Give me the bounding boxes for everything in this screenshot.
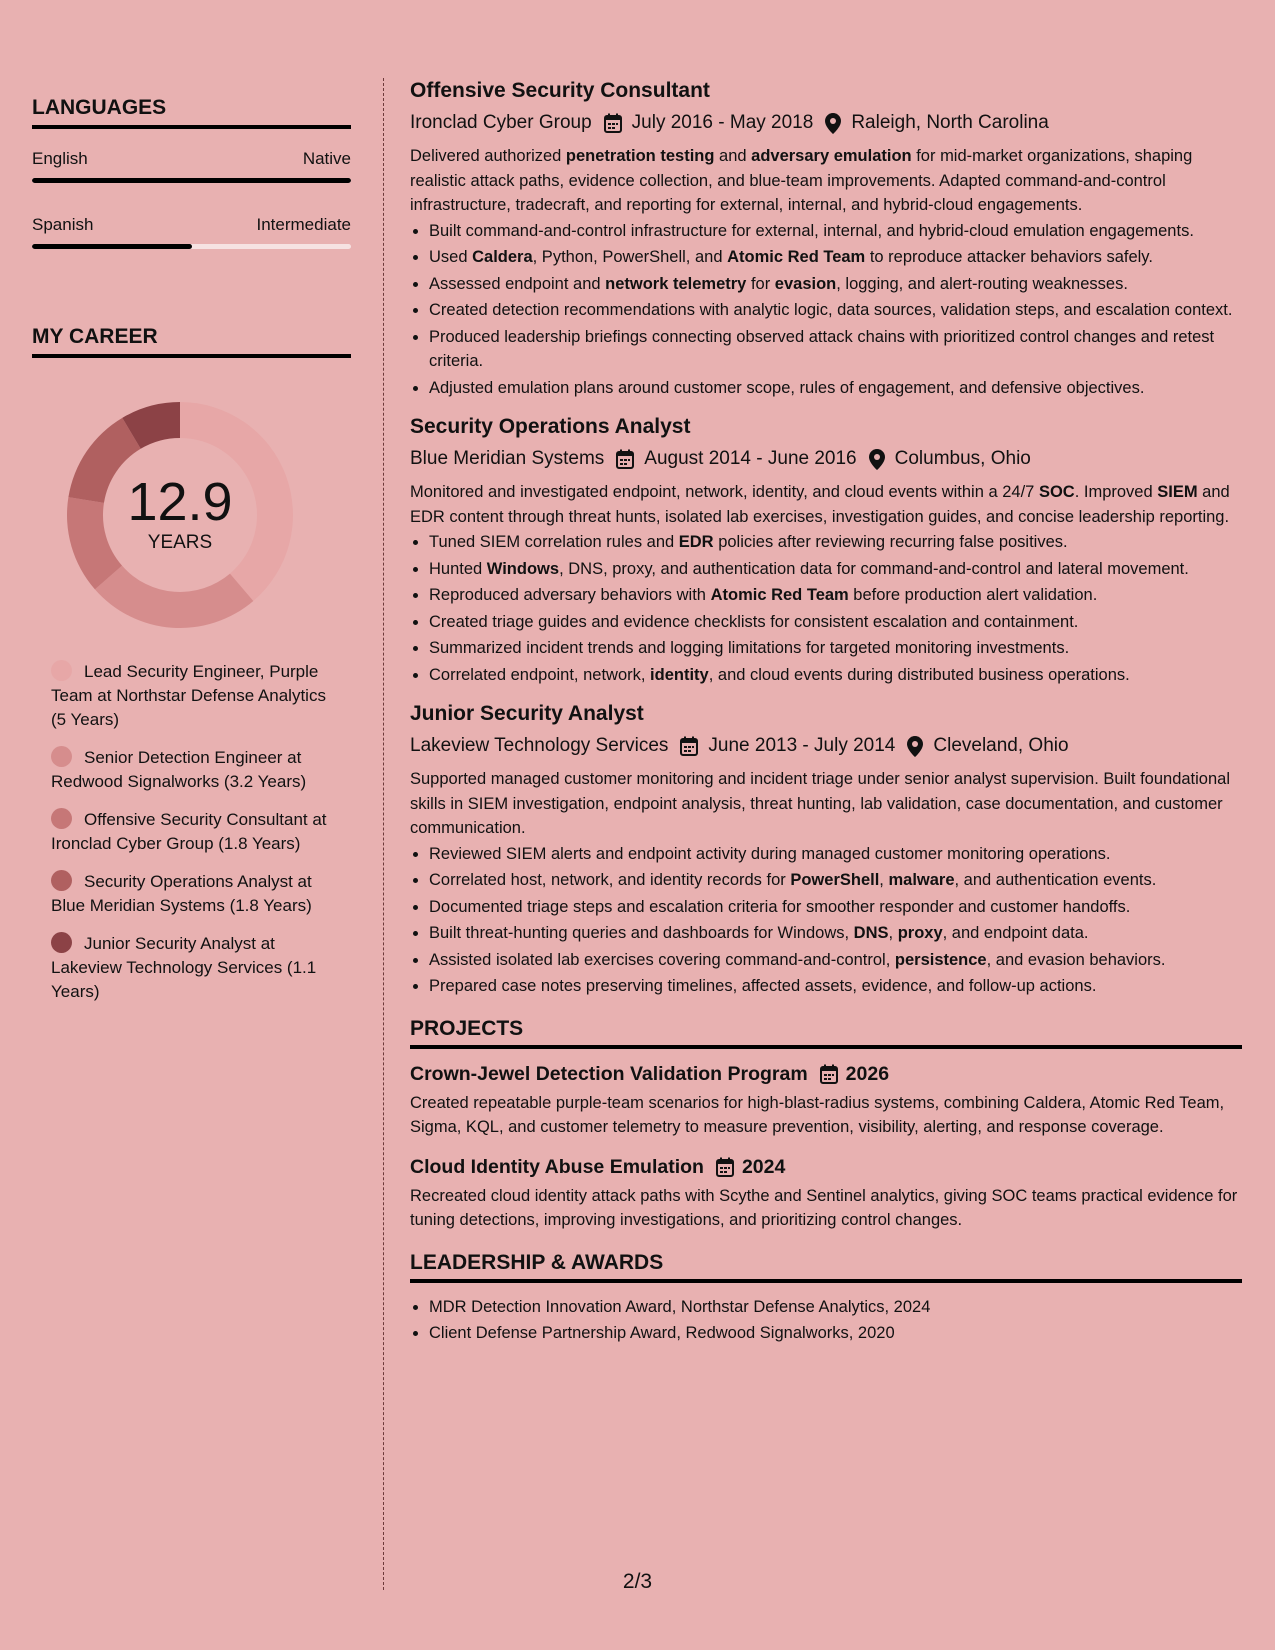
legend-label: Offensive Security Consultant at Ironclad Cyber Group (1.8 Years) <box>51 810 327 853</box>
job-bullets <box>410 842 1242 999</box>
project-year: 2026 <box>845 1062 890 1085</box>
calendar-icon <box>680 736 698 756</box>
sidebar <box>32 96 351 1018</box>
language-proficiency-bar <box>32 178 351 183</box>
job-company: Lakeview Technology Services <box>410 735 669 756</box>
language-item <box>32 215 351 249</box>
column-divider <box>383 78 384 1590</box>
languages-heading: LANGUAGES <box>32 96 351 129</box>
job-bullet: • Documented triage steps and escalation criteria for smoother responder and customer handoffs. <box>429 895 1242 920</box>
job-bullet: • Produced leadership briefings connecting observed attack chains with prioritized control changes and retest criteria. <box>429 325 1242 374</box>
job-description: Monitored and investigated endpoint, network, identity, and cloud events within a 24/7 SOC. Improved SIEM and EDR content through threat hunts, isolated lab exercises, investigation guides, and concise leadership reporting. <box>410 483 1230 526</box>
project-entry <box>410 1154 1242 1233</box>
job-dates: August 2014 - June 2016 <box>644 448 857 469</box>
job-location: Columbus, Ohio <box>894 448 1031 469</box>
job-bullet: • Correlated endpoint, network, identity, and cloud events during distributed business operations. <box>429 663 1242 688</box>
legend-label: Senior Detection Engineer at Redwood Signalworks (3.2 Years) <box>51 748 307 791</box>
main-content <box>410 78 1242 1348</box>
job-company: Blue Meridian Systems <box>410 448 605 469</box>
awards-list <box>410 1295 1242 1346</box>
total-years: 12.9 <box>127 472 233 532</box>
donut-center <box>65 400 295 630</box>
calendar-icon <box>820 1064 838 1084</box>
job-bullet: • Created triage guides and evidence checklists for consistent escalation and containment. <box>429 610 1242 635</box>
language-name: Spanish <box>32 215 94 234</box>
job-bullet: • Reviewed SIEM alerts and endpoint activity during managed customer monitoring operations. <box>429 842 1242 867</box>
calendar-icon <box>616 449 634 469</box>
job-bullet: • Assessed endpoint and network telemetry for evasion, logging, and alert-routing weaknesses. <box>429 272 1242 297</box>
legend-dot <box>51 932 72 953</box>
job-entry <box>410 78 1242 400</box>
project-header <box>410 1061 1242 1087</box>
page-number: 2/3 <box>622 1570 653 1593</box>
legend-dot <box>51 746 72 767</box>
calendar-icon <box>604 113 622 133</box>
project-year: 2024 <box>741 1155 786 1178</box>
job-bullet: • Prepared case notes preserving timelines, affected assets, evidence, and follow-up actions. <box>429 974 1242 999</box>
language-level: Intermediate <box>256 215 351 234</box>
language-proficiency-fill <box>32 178 351 183</box>
job-title: Offensive Security Consultant <box>410 79 710 102</box>
job-bullets <box>410 530 1242 687</box>
job-meta <box>410 110 1242 136</box>
job-bullet: • Built threat-hunting queries and dashboards for Windows, DNS, proxy, and endpoint data. <box>429 921 1242 946</box>
legend-label: Security Operations Analyst at Blue Meridian Systems (1.8 Years) <box>51 872 312 915</box>
job-bullet: • Used Caldera, Python, PowerShell, and Atomic Red Team to reproduce attacker behaviors safely. <box>429 245 1242 270</box>
language-proficiency-bar <box>32 244 351 249</box>
job-bullet: • Hunted Windows, DNS, proxy, and authentication data for command-and-control and lateral movement. <box>429 557 1242 582</box>
job-bullet: • Created detection recommendations with analytic logic, data sources, validation steps, and escalation context. <box>429 298 1242 323</box>
career-legend <box>51 660 333 1004</box>
job-company: Ironclad Cyber Group <box>410 112 592 133</box>
legend-item <box>51 746 333 794</box>
job-bullets <box>410 219 1242 401</box>
language-name: English <box>32 149 88 168</box>
job-meta <box>410 446 1242 472</box>
job-dates: June 2013 - July 2014 <box>708 735 896 756</box>
map-pin-icon <box>869 449 885 470</box>
legend-item <box>51 808 333 856</box>
language-level: Native <box>302 149 351 168</box>
projects-heading: PROJECTS <box>410 1017 1242 1049</box>
job-bullet: • Reproduced adversary behaviors with Atomic Red Team before production alert validation. <box>429 583 1242 608</box>
legend-dot <box>51 660 72 681</box>
calendar-icon <box>716 1157 734 1177</box>
legend-label: Junior Security Analyst at Lakeview Technology Services (1.1 Years) <box>51 934 317 1001</box>
project-entry <box>410 1061 1242 1140</box>
award-item: • Client Defense Partnership Award, Redwood Signalworks, 2020 <box>429 1321 1242 1346</box>
map-pin-icon <box>825 113 841 134</box>
job-entry <box>410 701 1242 999</box>
job-dates: July 2016 - May 2018 <box>631 112 814 133</box>
legend-label: Lead Security Engineer, Purple Team at Northstar Defense Analytics (5 Years) <box>51 662 326 729</box>
job-bullet: • Adjusted emulation plans around customer scope, rules of engagement, and defensive objectives. <box>429 376 1242 401</box>
awards-heading: LEADERSHIP & AWARDS <box>410 1251 1242 1283</box>
project-description: Recreated cloud identity attack paths with Scythe and Sentinel analytics, giving SOC teams practical evidence for tuning detections, improving investigations, and prioritizing control changes. <box>410 1186 1238 1229</box>
job-bullet: • Tuned SIEM correlation rules and EDR policies after reviewing recurring false positives. <box>429 530 1242 555</box>
job-title: Junior Security Analyst <box>410 702 644 725</box>
project-title: Crown-Jewel Detection Validation Program <box>410 1062 808 1085</box>
job-description: Supported managed customer monitoring and incident triage under senior analyst supervision. Built foundational skills in SIEM investigation, endpoint analysis, threat hunting, lab validation, case documentation, and customer communication. <box>410 770 1230 837</box>
job-bullet: • Summarized incident trends and logging limitations for targeted monitoring investments. <box>429 636 1242 661</box>
job-title: Security Operations Analyst <box>410 415 691 438</box>
career-donut-chart <box>65 400 295 630</box>
career-heading: MY CAREER <box>32 325 351 358</box>
map-pin-icon <box>907 736 923 757</box>
legend-dot <box>51 870 72 891</box>
legend-item <box>51 660 333 732</box>
job-bullet: • Built command-and-control infrastructure for external, internal, and hybrid-cloud emulation engagements. <box>429 219 1242 244</box>
job-description: Delivered authorized penetration testing and adversary emulation for mid-market organizations, shaping realistic attack paths, evidence collection, and blue-team improvements. Adapted command-and-control infrastructure, tradecraft, and reporting for external, internal, and hybrid-cloud engagements. <box>410 147 1193 214</box>
project-header <box>410 1154 1242 1180</box>
job-location: Cleveland, Ohio <box>933 735 1069 756</box>
project-title: Cloud Identity Abuse Emulation <box>410 1155 704 1178</box>
language-proficiency-fill <box>32 244 192 249</box>
job-bullet: • Assisted isolated lab exercises covering command-and-control, persistence, and evasion behaviors. <box>429 948 1242 973</box>
project-description: Created repeatable purple-team scenarios for high-blast-radius systems, combining Caldera, Atomic Red Team, Sigma, KQL, and customer telemetry to measure prevention, visibility, alerting, and response coverage. <box>410 1093 1225 1136</box>
legend-dot <box>51 808 72 829</box>
language-item <box>32 149 351 183</box>
years-label: YEARS <box>147 532 213 553</box>
job-entry <box>410 414 1242 687</box>
award-item: • MDR Detection Innovation Award, Northstar Defense Analytics, 2024 <box>429 1295 1242 1320</box>
job-location: Raleigh, North Carolina <box>851 112 1049 133</box>
job-bullet: • Correlated host, network, and identity records for PowerShell, malware, and authentication events. <box>429 868 1242 893</box>
legend-item <box>51 870 333 918</box>
job-meta <box>410 733 1242 759</box>
legend-item <box>51 932 333 1004</box>
